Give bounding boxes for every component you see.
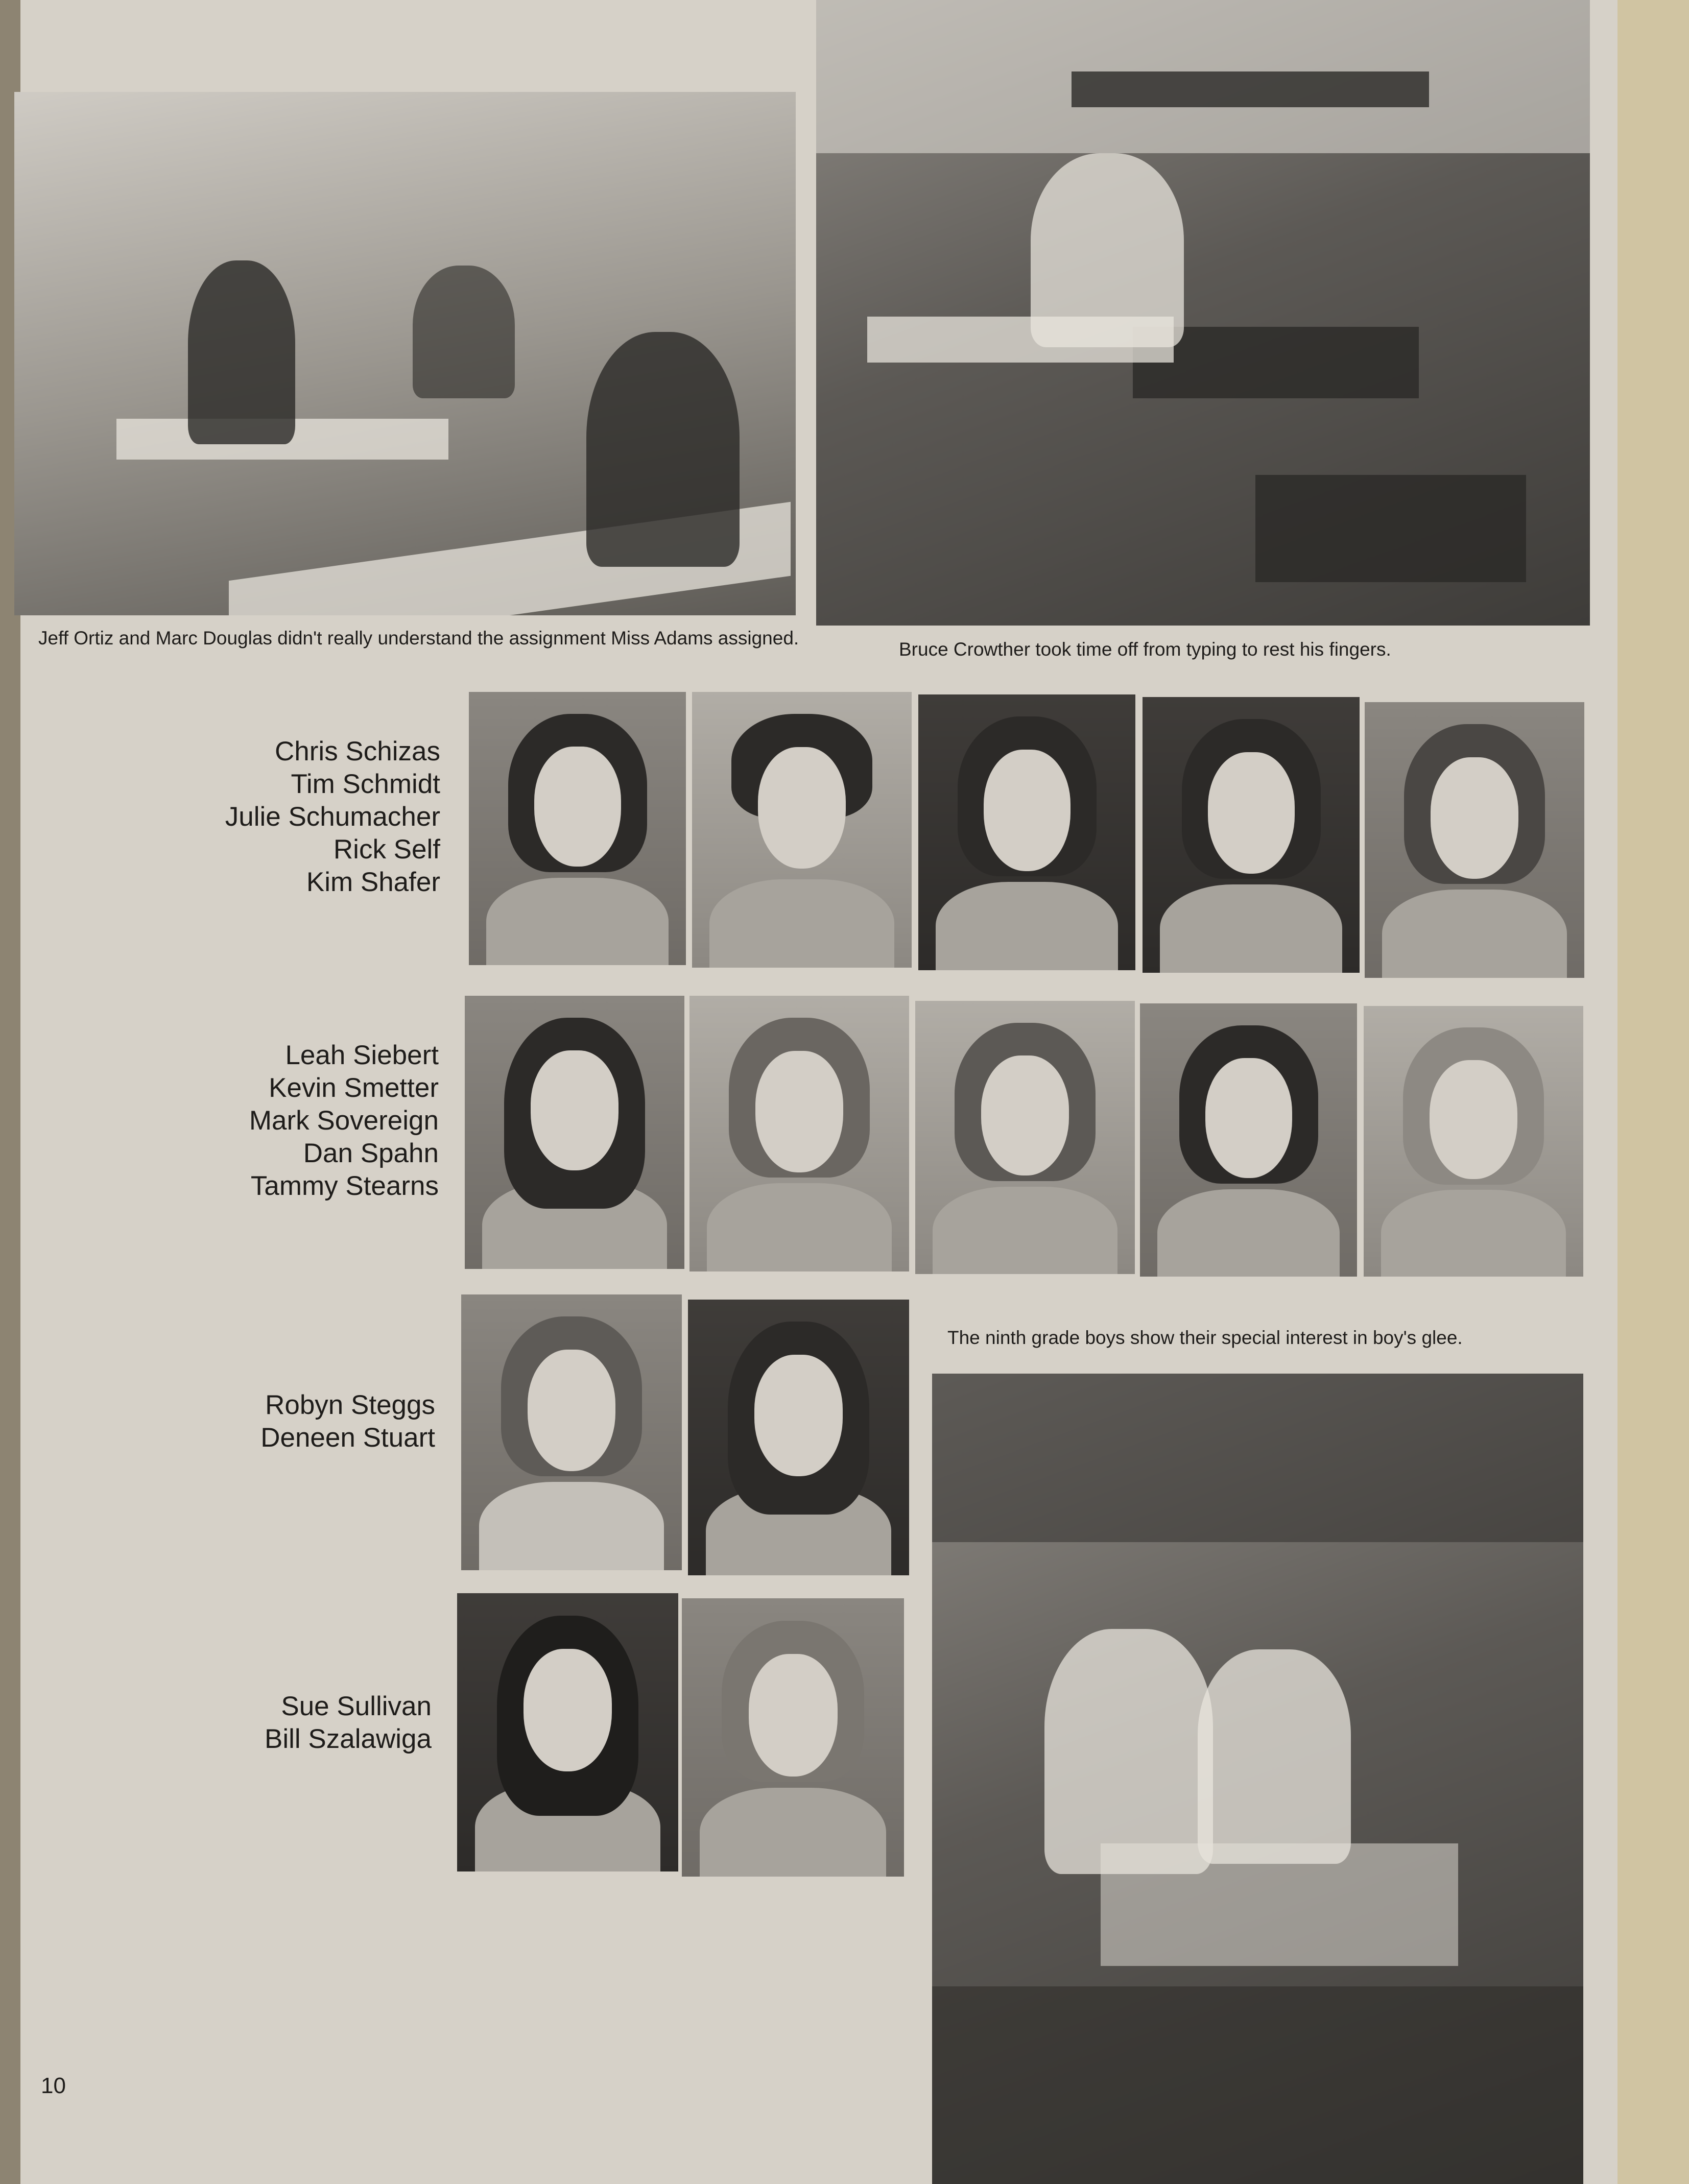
student-portrait <box>1140 1003 1357 1277</box>
student-name: Dan Spahn <box>303 1138 439 1168</box>
student-name: Rick Self <box>333 834 440 865</box>
student-portrait <box>682 1598 904 1877</box>
student-name: Sue Sullivan <box>281 1691 432 1721</box>
student-portrait <box>469 692 686 965</box>
student-portrait <box>1365 702 1584 978</box>
student-portrait <box>1143 697 1360 973</box>
student-name: Chris Schizas <box>275 736 440 766</box>
student-name: Kim Shafer <box>306 867 440 897</box>
portrait-row-3-names <box>260 1389 435 1454</box>
student-portrait <box>461 1294 682 1570</box>
student-name: Tim Schmidt <box>291 769 440 799</box>
student-portrait <box>457 1593 678 1871</box>
student-portrait <box>689 996 909 1271</box>
student-portrait <box>688 1300 909 1575</box>
student-name: Bill Szalawiga <box>265 1724 432 1754</box>
student-name: Tammy Stearns <box>250 1171 439 1201</box>
student-portrait <box>915 1001 1135 1274</box>
portrait-row-4-names <box>265 1690 432 1756</box>
page-edge-right <box>1617 0 1689 2184</box>
classroom-photo <box>14 92 796 615</box>
student-name: Robyn Steggs <box>265 1390 435 1420</box>
portrait-row-2-names <box>249 1039 439 1203</box>
classroom-photo-caption: Jeff Ortiz and Marc Douglas didn't really understand the assignment Miss Adams assigned. <box>38 628 799 649</box>
student-name: Mark Sovereign <box>249 1106 439 1136</box>
boys-glee-photo-caption: The ninth grade boys show their special interest in boy's glee. <box>947 1327 1463 1348</box>
student-name: Leah Siebert <box>285 1040 439 1070</box>
student-name: Julie Schumacher <box>225 802 440 832</box>
student-name: Kevin Smetter <box>269 1073 439 1103</box>
page-number: 10 <box>41 2073 66 2098</box>
student-portrait <box>918 694 1135 970</box>
portrait-row-1-names <box>225 735 440 899</box>
student-portrait <box>465 996 684 1269</box>
typing-room-photo <box>816 0 1590 626</box>
student-portrait <box>692 692 912 968</box>
student-name: Deneen Stuart <box>260 1423 435 1453</box>
typing-room-photo-caption: Bruce Crowther took time off from typing to rest his fingers. <box>899 639 1391 660</box>
boys-glee-photo <box>932 1374 1583 2184</box>
student-portrait <box>1364 1006 1583 1277</box>
